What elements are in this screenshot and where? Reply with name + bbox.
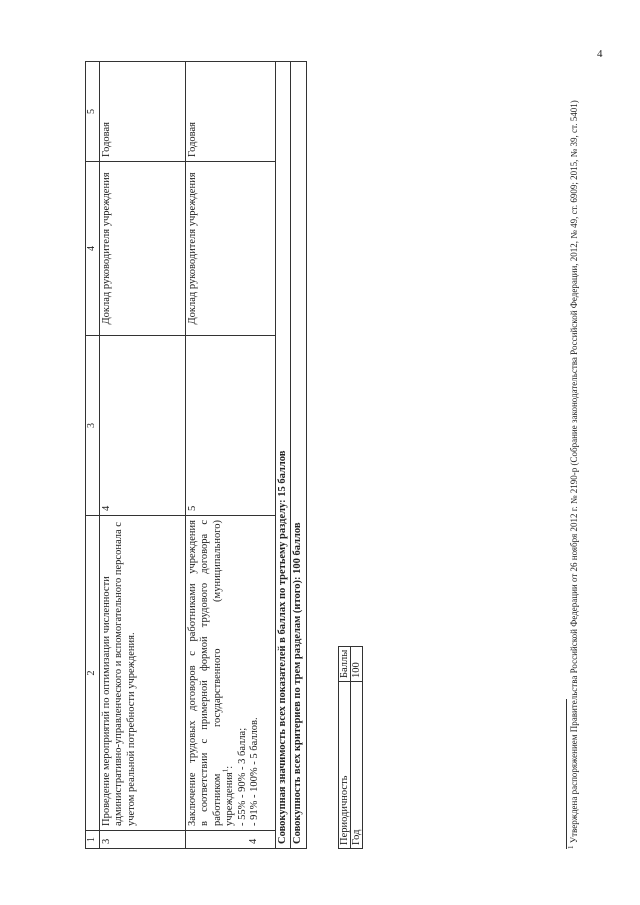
score-bullet: - 91% - 100% - 5 баллов. <box>249 717 260 826</box>
table-header-row <box>86 62 100 849</box>
period-cell: Годовая <box>185 62 275 162</box>
source-cell: Доклад руководителя учреждения <box>185 162 275 336</box>
criterion-line: в соответствии с примерной формой трудового договора с <box>199 520 210 826</box>
rotated-page <box>40 20 595 885</box>
points-cell: 5 <box>185 336 275 516</box>
criterion-line-tail: : <box>224 765 235 769</box>
footnote-text: Утверждена распоряжением Правительства Российской Федерации от 26 ноября 2012 г. № 2190-р (Собрание законодательства Российской Федерации, 2012, № 49, ст. 6909; 2015, № 39, ст. 5401) <box>569 100 579 844</box>
periodicity-header-row <box>339 646 351 848</box>
criterion-line <box>221 520 237 826</box>
section-total: Совокупная значимость всех показателей в баллах по третьему разделу: 15 баллов <box>275 62 291 849</box>
points-header: Баллы <box>339 646 351 681</box>
grand-total-row <box>291 62 307 849</box>
periodicity-value: 100 <box>351 646 363 681</box>
criterion-line: Заключение трудовых договоров с работниками учреждения <box>186 520 198 826</box>
header-cell: 1 <box>86 831 100 849</box>
periodicity-row <box>351 646 363 848</box>
header-cell: 5 <box>86 62 100 162</box>
source-cell: Доклад руководителя учреждения <box>99 162 185 336</box>
header-cell: 4 <box>86 162 100 336</box>
periodicity-header: Периодичность <box>339 682 351 849</box>
criterion-line: работником государственного (муниципального) <box>211 520 223 826</box>
criterion-text <box>185 516 275 831</box>
header-cell: 3 <box>86 336 100 516</box>
footnote-mark: 1 <box>567 845 575 849</box>
criteria-table <box>85 61 307 849</box>
footnote-divider <box>566 699 567 849</box>
periodicity-table <box>338 646 363 849</box>
period-cell: Годовая <box>99 62 185 162</box>
grand-total: Совокупность всех критериев по трем разделам (итого): 100 баллов <box>291 62 307 849</box>
section-total-row <box>275 62 291 849</box>
page-number: 4 <box>597 48 603 60</box>
criterion-description: Проведение мероприятий по оптимизации численности административно-управленческого и вспомогательного персонала с учетом реальной потребности учреждения. <box>100 522 137 826</box>
criterion-line-text: учреждения <box>224 772 235 826</box>
score-bullet: - 55% - 90% - 3 балла; <box>236 727 248 826</box>
table-row <box>99 62 185 849</box>
periodicity-label: Год <box>351 682 363 849</box>
row-number: 3 <box>99 831 185 849</box>
criterion-text <box>99 516 185 831</box>
table-row <box>185 62 275 849</box>
row-number: 4 <box>185 831 275 849</box>
footnote-reference: 1 <box>221 768 230 773</box>
footnote <box>569 29 580 849</box>
points-cell: 4 <box>99 336 185 516</box>
header-cell: 2 <box>86 516 100 831</box>
